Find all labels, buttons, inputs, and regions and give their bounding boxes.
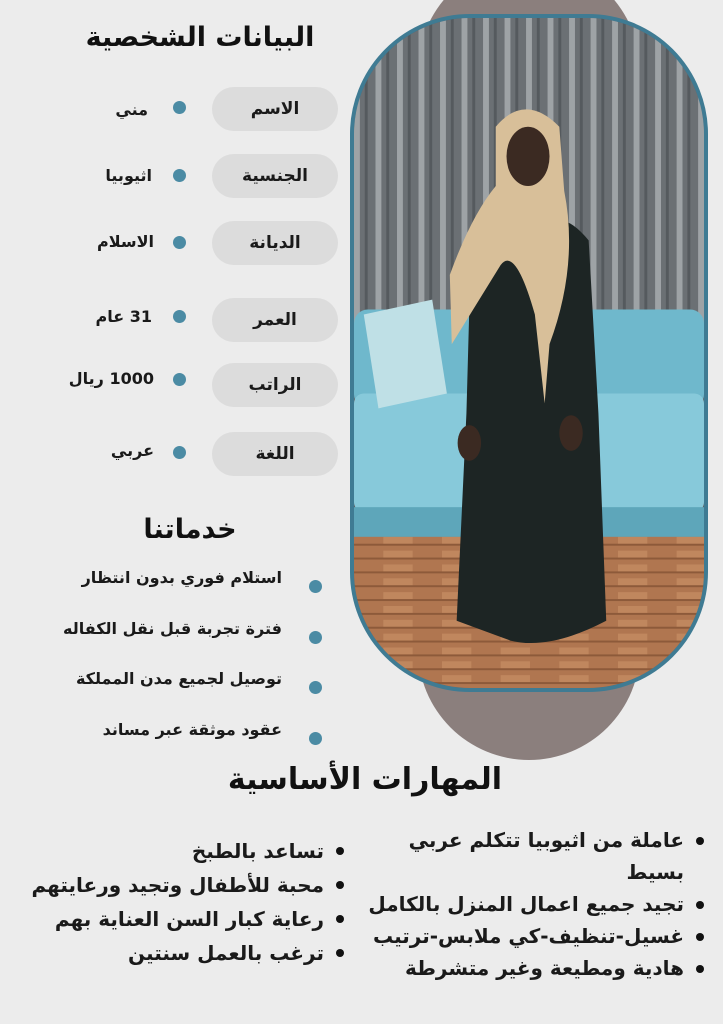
label-age: العمر	[212, 298, 338, 342]
bullet-dot	[173, 373, 186, 386]
bullet-dot	[309, 732, 322, 745]
skill-item: هادية ومطيعة وغير متشرطة	[372, 952, 712, 984]
value-religion: الاسلام	[96, 232, 154, 251]
bullet-dot	[336, 881, 344, 889]
bullet-dot	[309, 631, 322, 644]
bullet-dot	[696, 837, 704, 845]
label-salary: الراتب	[212, 363, 338, 407]
bullet-dot	[173, 101, 186, 114]
value-age: 31 عام	[95, 307, 152, 326]
value-nationality: اثيوبيا	[105, 166, 152, 185]
label-name: الاسم	[212, 87, 338, 131]
service-item: توصيل لجميع مدن المملكة	[30, 669, 330, 720]
skill-item: عاملة من اثيوبيا تتكلم عربي بسيط	[372, 824, 712, 888]
service-item: استلام فوري بدون انتظار	[30, 568, 330, 619]
bullet-dot	[696, 933, 704, 941]
skill-item: ترغب بالعمل سنتين	[4, 936, 352, 970]
bullet-dot	[173, 236, 186, 249]
value-name: مني	[115, 100, 148, 119]
skill-item: محبة للأطفال وتجيد ورعايتهم	[4, 868, 352, 902]
value-salary: 1000 ريال	[68, 369, 154, 388]
bullet-dot	[173, 310, 186, 323]
bullet-dot	[696, 901, 704, 909]
skill-item: غسيل-تنظيف-كي ملابس-ترتيب	[372, 920, 712, 952]
services-title: خدماتنا	[143, 514, 237, 545]
value-language: عربي	[110, 441, 154, 460]
personal-info-title: البيانات الشخصية	[85, 22, 315, 53]
service-item: فترة تجربة قبل نقل الكفاله	[30, 619, 330, 670]
worker-photo	[350, 14, 708, 692]
bullet-dot	[336, 847, 344, 855]
bullet-dot	[309, 681, 322, 694]
skill-item: تساعد بالطبخ	[4, 834, 352, 868]
bullet-dot	[173, 169, 186, 182]
skill-item: رعاية كبار السن العناية بهم	[4, 902, 352, 936]
skills-list-left	[4, 834, 352, 970]
services-list	[30, 568, 330, 770]
bullet-dot	[336, 915, 344, 923]
skill-item: تجيد جميع اعمال المنزل بالكامل	[372, 888, 712, 920]
bullet-dot	[696, 965, 704, 973]
label-religion: الديانة	[212, 221, 338, 265]
bullet-dot	[336, 949, 344, 957]
label-nationality: الجنسية	[212, 154, 338, 198]
skills-list-right	[368, 824, 712, 984]
label-language: اللغة	[212, 432, 338, 476]
bullet-dot	[309, 580, 322, 593]
skills-title: المهارات الأساسية	[227, 762, 503, 797]
service-item: عقود موثقة عبر مساند	[30, 720, 330, 771]
bullet-dot	[173, 446, 186, 459]
